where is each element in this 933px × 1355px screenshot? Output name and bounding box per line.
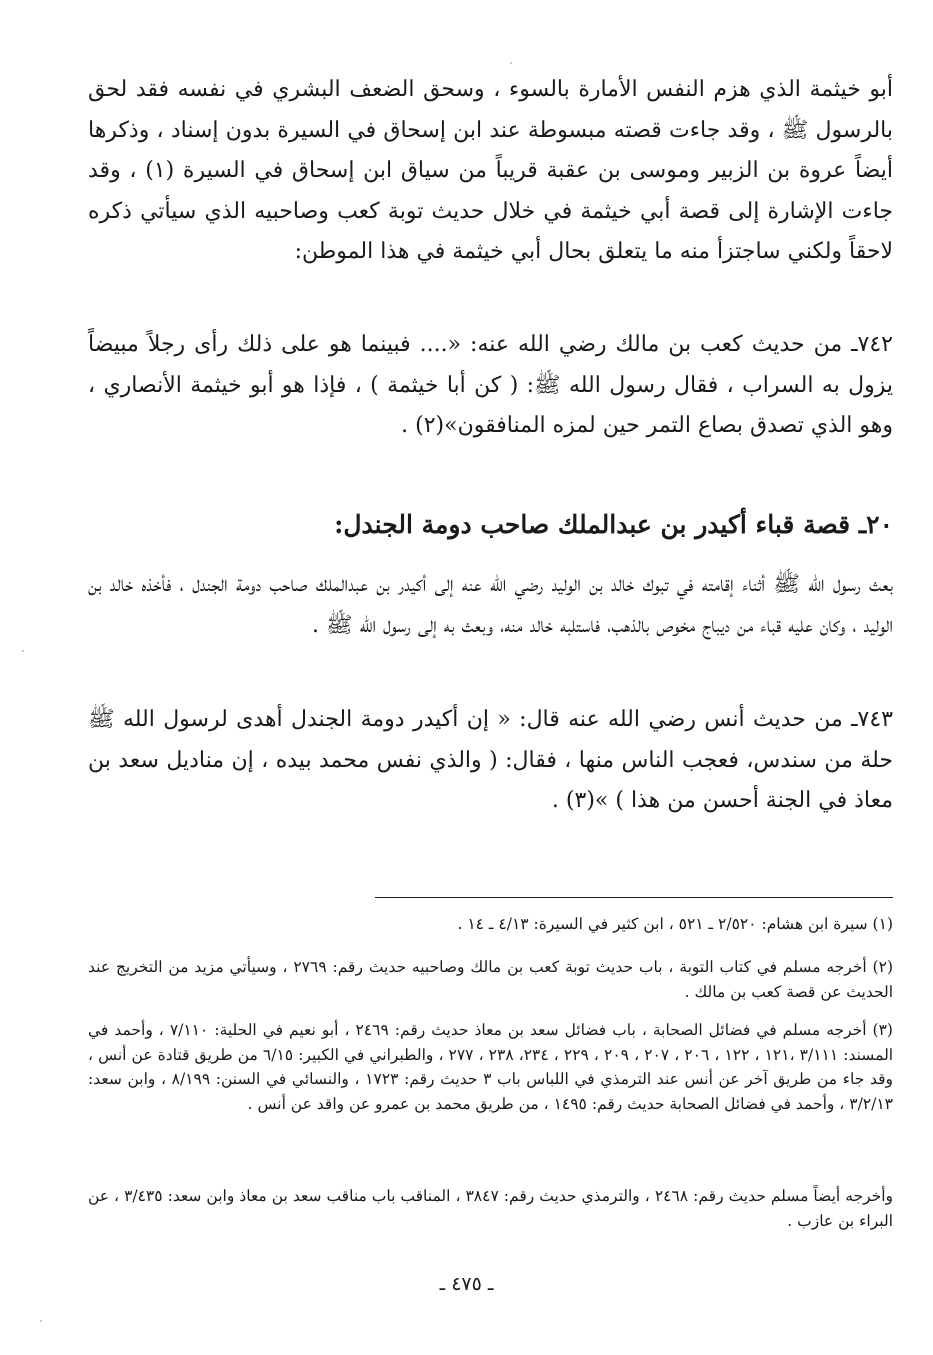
ukaydir-paragraph: بعث رسول الله ﷺ أثناء إقامته في تبوك خالد بن الوليد رضي الله عنه إلى أكيدر بن عبدالملك صاحب دومة الجندل ، فأخذه خالد بن الوليد ، وكان عليه قباء من ديباج مخوص بالذهب، فاستلبه خالد منه، وبعث به إلى رسول الله ﷺ . [88, 572, 893, 638]
hadith-743-paragraph: ٧٤٣ـ من حديث أنس رضي الله عنه قال: « إن أكيدر دومة الجندل أهدى لرسول الله ﷺ حلة من سندس، فعجب الناس منها ، فقال: ( والذي نفس محمد بيده ، إن مناديل سعد بن معاذ في الجنة أحسن من هذا ) »(٣) . [88, 707, 893, 813]
footnote-2: (٢) أخرجه مسلم في كتاب التوبة ، باب حديث توبة كعب بن مالك وصاحبيه حديث رقم: ٢٧٦٩ ، وسيأتي مزيد من التخريج عند الحديث عن قصة كعب بن مالك . [88, 958, 893, 1001]
scan-speck [40, 1320, 42, 1322]
footnote-3: (٣) أخرجه مسلم في فضائل الصحابة ، باب فضائل سعد بن معاذ حديث رقم: ٢٤٦٩ ، أبو نعيم في الحلية: ٧/١١٠ ، وأحمد في المسند: ٣/١١١ ،١٢١ ، ١٢٢ ، ٢٠٦ ، ٢٠٧ ، ٢٠٩ ، ٢٢٩ ، ٢٣٤، ٢٣٨ ، ٢٧٧ ، والطبراني في الكبير: ٦/١٥ من طريق قتادة عن أنس ، وقد جاء من طريق آخر عن أنس عند الترمذي في اللباس باب ٣ حديث رقم: ١٧٢٣ ، والنسائي في السنن: ٨/١٩٩ ، وابن سعد: ٣/٢/١٣ ، وأحمد في فضائل الصحابة حديث رقم: ١٤٩٥ ، من طريق محمد بن عمرو عن واقد عن أنس . [88, 1021, 894, 1113]
hadith-742-paragraph: ٧٤٢ـ من حديث كعب بن مالك رضي الله عنه: «.... فبينما هو على ذلك رأى رجلاً مبيضاً يزول به السراب ، فقال رسول الله ﷺ: ( كن أبا خيثمة ) ، فإذا هو أبو خيثمة الأنصاري ، وهو الذي تصدق بصاع التمر حين لمزه المنافقون»(٢) . [88, 332, 893, 438]
footnote-3-continuation: وأخرجه أيضاً مسلم حديث رقم: ٢٤٦٨ ، والترمذي حديث رقم: ٣٨٤٧ ، المناقب باب مناقب سعد بن معاذ وابن سعد: ٣/٤٣٥ ، عن البراء بن عازب . [88, 1187, 894, 1230]
footnote-1: (١) سيرة ابن هشام: ٢/٥٢٠ ـ ٥٢١ ، ابن كثير في السيرة: ٤/١٣ ـ ١٤ . [457, 915, 893, 933]
scan-speck [510, 62, 512, 64]
section-heading: ٢٠ـ قصة قباء أكيدر بن عبدالملك صاحب دومة الجندل: [334, 510, 893, 539]
footnote-separator [375, 897, 893, 898]
intro-paragraph: أبو خيثمة الذي هزم النفس الأمارة بالسوء ، وسحق الضعف البشري في نفسه فقد لحق بالرسول ﷺ ، وقد جاءت قصته مبسوطة عند ابن إسحاق في السيرة بدون إسناد ، وذكرها أيضاً عروة بن الزبير وموسى بن عقبة قريباً من سياق ابن إسحاق في السيرة (١) ، وقد جاءت الإشارة إلى قصة أبي خيثمة في خلال حديث توبة كعب وصاحبيه الذي سيأتي ذكره لاحقاً ولكني ساجتزأ منه ما يتعلق بحال أبي خيثمة في هذا الموطن: [88, 77, 893, 264]
scan-speck [22, 650, 24, 652]
page-number: ـ ٤٧٥ ـ [439, 1273, 494, 1295]
